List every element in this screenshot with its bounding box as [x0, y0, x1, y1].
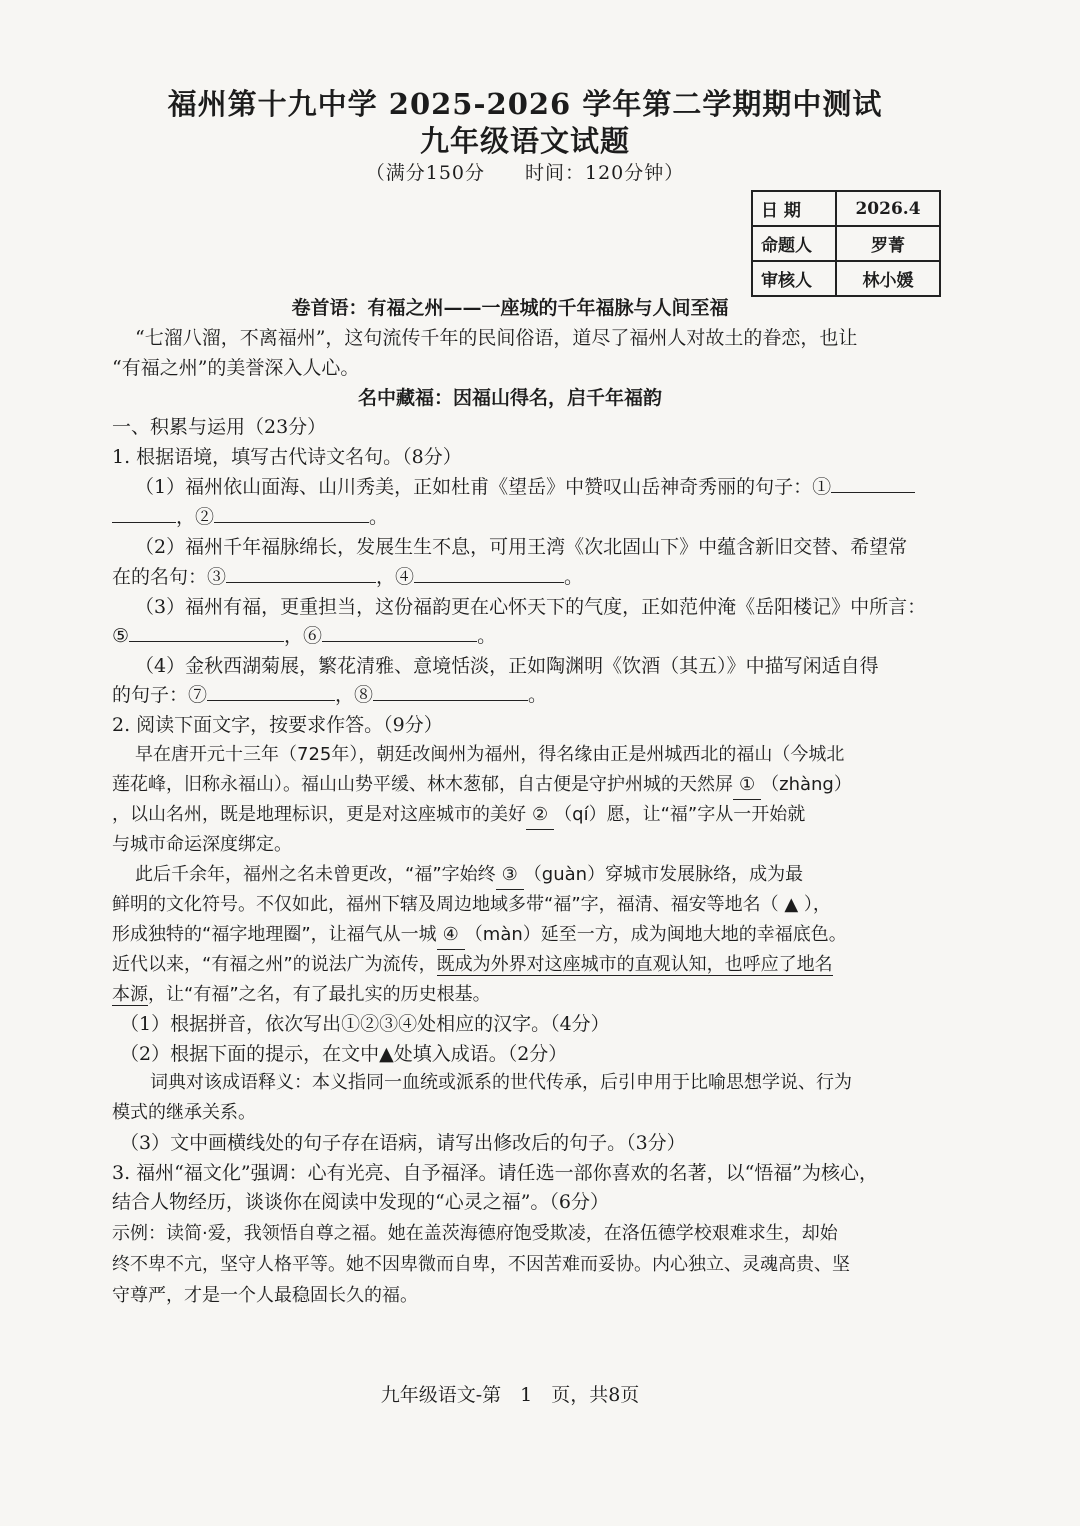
- q1-2-text: 在的名句：③: [112, 566, 227, 588]
- q1-2-text-b: ，④: [376, 566, 415, 588]
- passage-line: 与城市命运深度绑定。: [112, 834, 292, 855]
- preface-line: “七溜八溜，不离福州”，这句流传千年的民间俗语，道尽了福州人对故土的眷恋，也让: [135, 327, 858, 349]
- q2-1: （1）根据拼音，依次写出①②③④处相应的汉字。（4分）: [120, 1013, 610, 1035]
- answer-blank-7[interactable]: [207, 682, 335, 701]
- passage-text: ，以山名州，既是地理标识，更是对这座城市的美好: [112, 804, 526, 825]
- q1-2-line: （2）福州千年福脉绵长，发展生生不息，可用王湾《次北固山下》中蕴含新旧交替、希望常: [135, 536, 908, 558]
- passage-line: [112, 771, 852, 800]
- q1-1-text: （1）福州依山面海、山川秀美，正如杜甫《望岳》中赞叹山岳神奇秀丽的句子：①: [135, 476, 832, 498]
- example-line: 守尊严，才是一个人最稳固长久的福。: [112, 1285, 418, 1306]
- period: 。: [477, 625, 497, 647]
- passage-text: 近代以来，“有福之州”的说法广为流传，: [112, 954, 437, 975]
- period: 。: [528, 684, 548, 706]
- passage-line: 早在唐开元十三年（725年），朝廷改闽州为福州，得名缘由正是州城西北的福山（今城北: [135, 744, 845, 765]
- passage-line: [112, 981, 491, 1009]
- example-line: 示例：读简·爱，我领悟自尊之福。她在盖茨海德府饱受欺凌，在洛伍德学校艰难求生，却始: [112, 1223, 838, 1244]
- example-line: 终不卑不亢，坚守人格平等。她不因卑微而自卑，不因苦难而妥协。内心独立、灵魂高贵、坚: [112, 1254, 850, 1275]
- passage-text: （qí）愿，让“福”字从一开始就: [554, 804, 806, 825]
- dictionary-definition: 词典对该成语释义：本义指同一血统或派系的世代传承，后引申用于比喻思想学说、行为: [150, 1072, 852, 1093]
- q1-4-line-2: [112, 681, 547, 709]
- blank-marker-4[interactable]: ④: [437, 921, 465, 950]
- period: 。: [564, 566, 584, 588]
- q1-3-line: （3）福州有福，更重担当，这份福韵更在心怀天下的气度，正如范仲淹《岳阳楼记》中所言：: [135, 596, 927, 618]
- blank-marker-1[interactable]: ①: [733, 771, 761, 800]
- underlined-sentence-end: 本源: [112, 984, 148, 1005]
- answer-blank-1[interactable]: [831, 474, 915, 493]
- q1-3-text: ⑤: [112, 625, 130, 647]
- answer-blank-4[interactable]: [414, 564, 564, 583]
- preface-line: “有福之州”的美誉深入人心。: [112, 357, 360, 379]
- passage-text: 莲花峰，旧称永福山）。福山山势平缓、林木葱郁，自古便是守护州城的天然屏: [112, 774, 733, 795]
- question-3-line-2: 结合人物经历，谈谈你在阅读中发现的“心灵之福”。（6分）: [112, 1191, 610, 1213]
- q1-3-text-b: ，⑥: [284, 625, 323, 647]
- passage-text: （màn）延至一方，成为闽地大地的幸福底色。: [464, 924, 847, 945]
- passage-text: （guàn）穿城市发展脉络，成为最: [523, 864, 804, 885]
- preface-title: 卷首语：有福之州——一座城的千年福脉与人间至福: [291, 297, 729, 319]
- page-footer: 九年级语文-第 1 页，共8页: [380, 1384, 640, 1406]
- q1-1-line-2: [112, 503, 388, 531]
- passage-line: [112, 921, 847, 950]
- date-label: 日 期: [752, 191, 836, 226]
- passage-line: [112, 801, 805, 830]
- period: 。: [369, 506, 389, 528]
- passage-text: 形成独特的“福字地理圈”，让福气从一城: [112, 924, 437, 945]
- q1-4-text: 的句子：⑦: [112, 684, 208, 706]
- q1-4-text-b: ，⑧: [335, 684, 374, 706]
- underlined-sentence: 既成为外界对这座城市的直观认知，也呼应了地名: [436, 954, 833, 975]
- author-value: 罗菁: [836, 226, 940, 261]
- question-2: 2. 阅读下面文字，按要求作答。（9分）: [112, 714, 443, 736]
- q1-3-line-2: [112, 622, 496, 650]
- answer-blank-3[interactable]: [226, 564, 376, 583]
- passage-line: [112, 951, 833, 979]
- question-1: 1. 根据语境，填写古代诗文名句。（8分）: [112, 446, 462, 468]
- blank-marker-3[interactable]: ③: [496, 861, 524, 890]
- passage-line: [135, 861, 803, 890]
- reviewer-value: 林小媛: [836, 261, 940, 296]
- author-label: 命题人: [752, 226, 836, 261]
- passage-text: ，让“有福”之名，有了最扎实的历史根基。: [148, 984, 491, 1005]
- passage-text: 此后千余年，福州之名未曾更改，“福”字始终: [135, 864, 496, 885]
- part-heading: 一、积累与运用（23分）: [112, 416, 327, 438]
- answer-blank-2[interactable]: [214, 504, 369, 523]
- question-3: 3. 福州“福文化”强调：心有光亮、自予福泽。请任选一部你喜欢的名著，以“悟福”为核心，: [112, 1162, 879, 1184]
- exam-info: （满分150分 时间：120分钟）: [365, 162, 685, 184]
- q1-2-line-2: [112, 563, 583, 591]
- blank-marker-2[interactable]: ②: [526, 801, 554, 830]
- q2-2: （2）根据下面的提示，在文中▲处填入成语。（2分）: [120, 1043, 568, 1065]
- meta-table: [751, 190, 941, 297]
- q1-1-text-b: ，②: [176, 506, 215, 528]
- exam-subtitle: 九年级语文试题: [419, 124, 630, 158]
- q2-3: （3）文中画横线处的句子存在语病，请写出修改后的句子。（3分）: [120, 1132, 686, 1154]
- answer-blank-1b[interactable]: [112, 504, 176, 523]
- q1-4-line: （4）金秋西湖菊展，繁花清雅、意境恬淡，正如陶渊明《饮酒（其五）》中描写闲适自得: [135, 655, 879, 677]
- reviewer-label: 审核人: [752, 261, 836, 296]
- dictionary-definition-2: 模式的继承关系。: [112, 1102, 256, 1123]
- q1-1-line: [135, 473, 915, 501]
- date-value: 2026.4: [836, 191, 940, 226]
- pinyin: （zhàng）: [761, 774, 852, 795]
- section-title: 名中藏福：因福山得名，启千年福韵: [357, 387, 662, 409]
- answer-blank-5[interactable]: [129, 623, 284, 642]
- answer-blank-8[interactable]: [373, 682, 528, 701]
- exam-title: 福州第十九中学 2025-2026 学年第二学期期中测试: [167, 87, 883, 121]
- answer-blank-6[interactable]: [322, 623, 477, 642]
- passage-line: 鲜明的文化符号。不仅如此，福州下辖及周边地域多带“福”字，福清、福安等地名（ ▲ ），: [112, 894, 831, 915]
